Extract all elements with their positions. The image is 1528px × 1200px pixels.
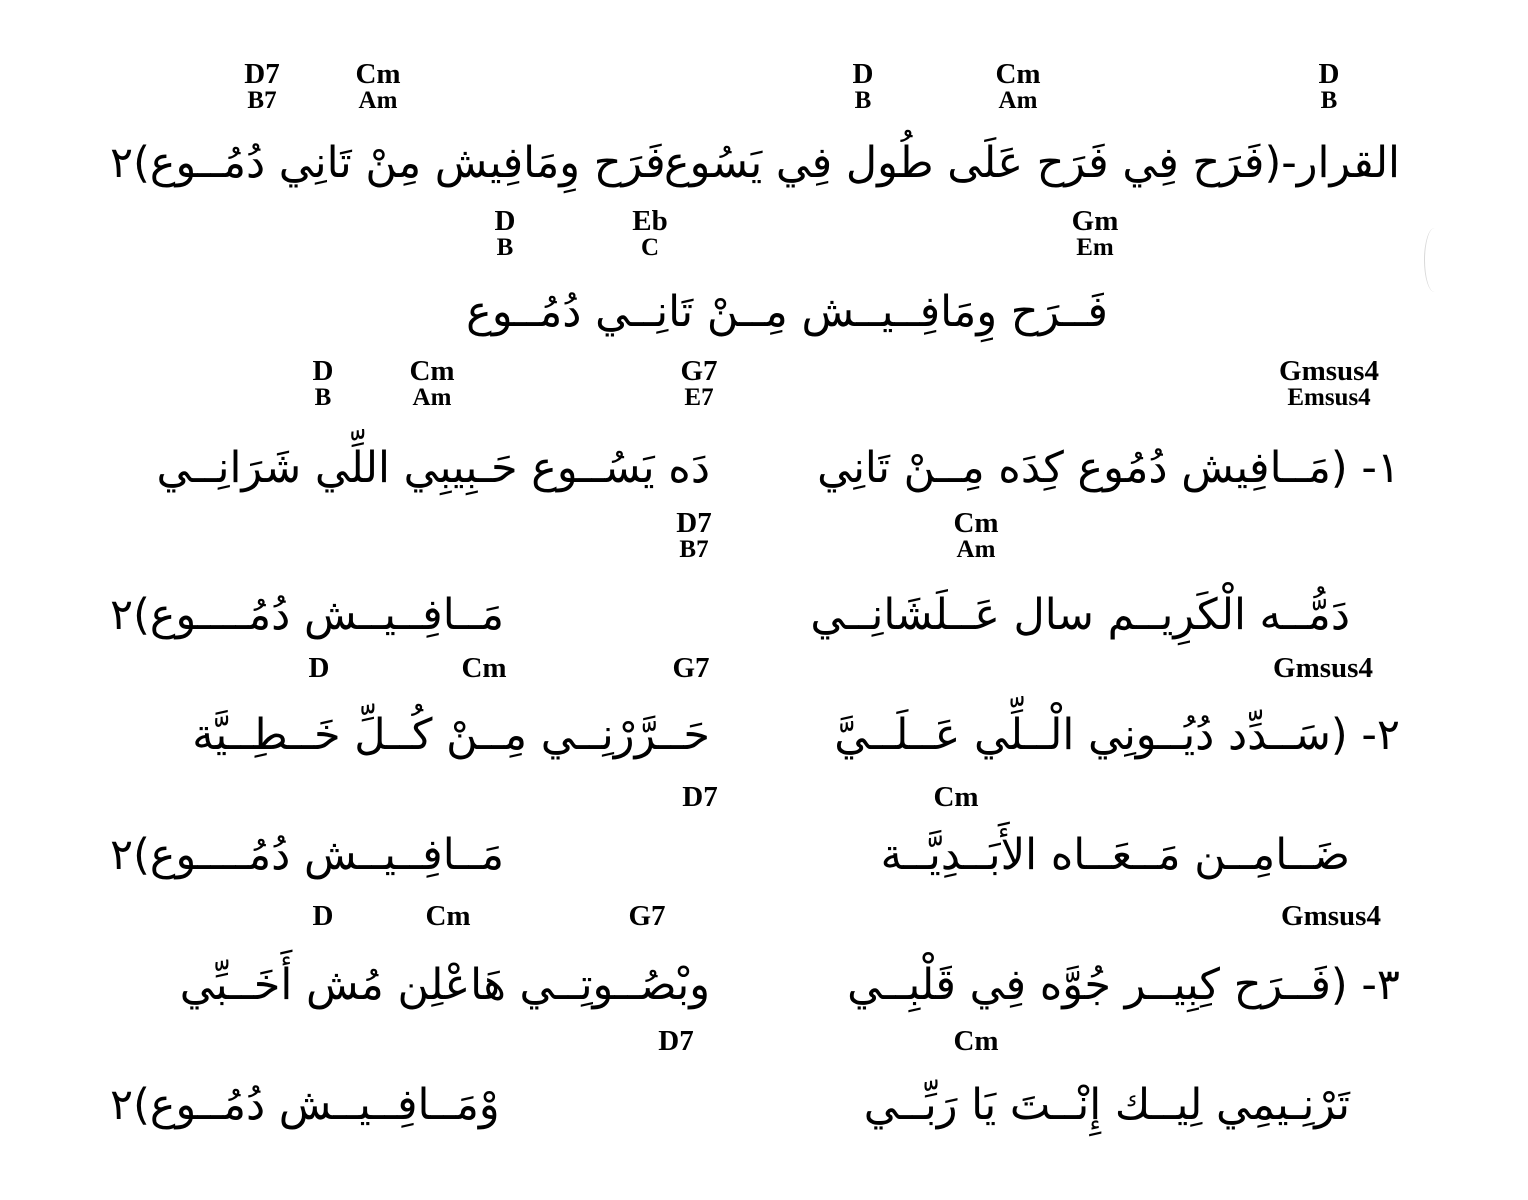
chord-verse1-2: Cm Am (409, 355, 455, 411)
verse2-line-b-left: مَــافِــيــش دُمُــــوع)٢ (110, 830, 505, 880)
verse3-line-b-left: وْمَــافِــيــش دُمُــوع)٢ (110, 1080, 500, 1130)
chord-refrain-7: Eb C (632, 205, 668, 261)
chord-verse1-3: G7 E7 (680, 355, 718, 411)
chord-verse2-6: Cm (933, 781, 979, 813)
chord-refrain-5: D B (1318, 58, 1340, 114)
chord-verse3-3: G7 (628, 900, 666, 932)
margin-mark (1424, 228, 1445, 292)
verse1-line-a-right: ١- (مَــافِيش دُمُوع كِدَه مِــنْ تَانِي (817, 443, 1400, 493)
chord-verse2-3: G7 (672, 652, 710, 684)
chord-refrain-2: Cm Am (355, 58, 401, 114)
chord-verse2-1: D (308, 652, 330, 684)
chord-verse1-6: Cm Am (953, 507, 999, 563)
chord-verse2-4: Gmsus4 (1273, 652, 1373, 684)
chord-refrain-1: D7 B7 (244, 58, 280, 114)
chord-refrain-8: Gm Em (1071, 205, 1119, 261)
verse1-line-b-right: دَمُّــه الْكَرِيــم سال عَــلَشَانِــي (810, 590, 1350, 640)
chord-verse3-2: Cm (425, 900, 471, 932)
verse3-line-a-right: ٣- (فَــرَح كِبِيــر جُوَّه فِي قَلْبِــي (847, 960, 1400, 1010)
chord-verse3-6: Cm (953, 1025, 999, 1057)
chord-refrain-6: D B (494, 205, 516, 261)
verse3-line-b-right: تَرْنِـيمِي لِيــك إِنْــتَ يَا رَبِّــي (863, 1080, 1350, 1130)
verse1-line-b-left: مَــافِــيــش دُمُــــوع)٢ (110, 590, 505, 640)
refrain-line-1-left: فَرَح وِمَافِيش مِنْ تَانِي دُمُــوع)٢ (110, 138, 666, 188)
chord-verse2-5: D7 (682, 781, 718, 813)
verse3-line-a-left: وبْصُــوتِــي هَاعْلِن مُش أَخَــبِّي (179, 960, 710, 1010)
verse1-line-a-left: دَه يَسُــوع حَـبِيبِي اللِّي شَرَانِــي (156, 443, 710, 493)
refrain-line-2: فَــرَح وِمَافِــيــش مِــنْ تَانِــي دُمُــوع (466, 287, 1108, 337)
refrain-line-1-right: القرار-(فَرَح فِي فَرَح عَلَى طُول فِي يَسُوع (663, 138, 1400, 188)
verse2-line-a-left: حَــرَّرْنِــي مِــنْ كُــلِّ خَــطِــيَّة (192, 710, 710, 760)
chord-verse1-5: D7 B7 (676, 507, 712, 563)
verse2-line-b-right: ضَــامِــن مَــعَــاه الأَبَــدِيَّــة (880, 830, 1350, 880)
chord-verse3-5: D7 (658, 1025, 694, 1057)
chord-verse2-2: Cm (461, 652, 507, 684)
chord-refrain-3: D B (852, 58, 874, 114)
chord-verse3-1: D (312, 900, 334, 932)
chord-verse3-4: Gmsus4 (1281, 900, 1381, 932)
chord-refrain-4: Cm Am (995, 58, 1041, 114)
chord-verse1-4: Gmsus4 Emsus4 (1279, 355, 1379, 411)
verse2-line-a-right: ٢- (سَــدِّد دُيُــونِي الْــلِّي عَــلَــيَّ (834, 710, 1400, 760)
chord-verse1-1: D B (312, 355, 334, 411)
